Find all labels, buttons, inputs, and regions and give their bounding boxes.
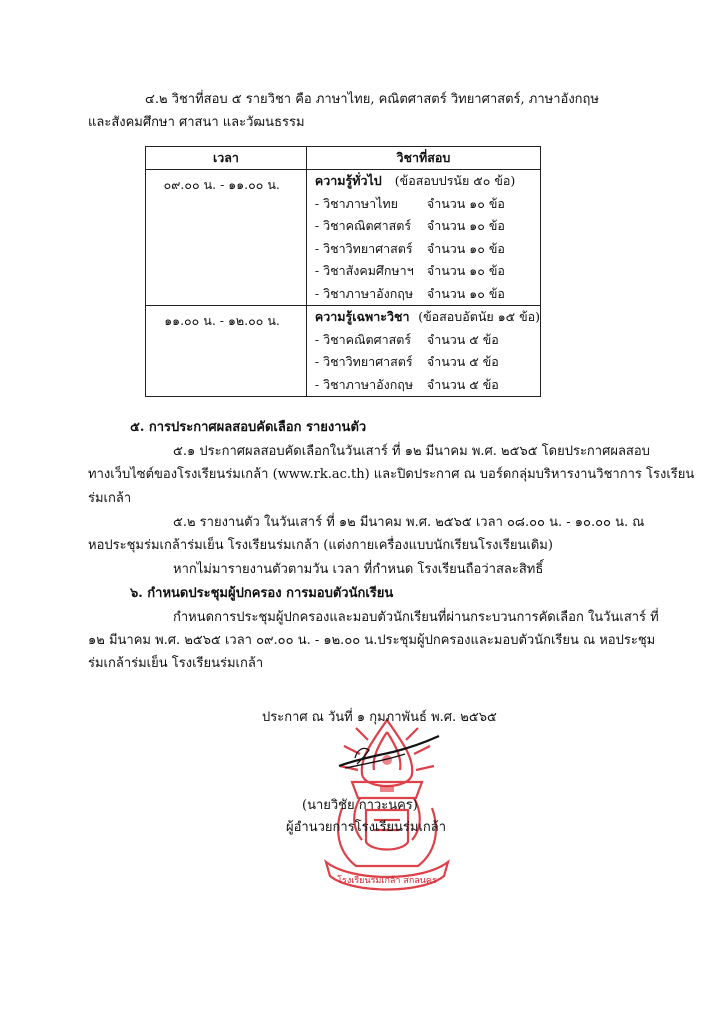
- section-6-line3: ร่มเกล้าร่มเย็น โรงเรียนร่มเกล้า: [88, 656, 264, 671]
- subject-name: - วิชาภาษาอังกฤษ: [314, 285, 414, 301]
- subject-count: จำนวน ๑๐ ข้อ: [426, 263, 505, 278]
- time-text: ๐๙.๐๐ น. - ๑๑.๐๐ น.: [163, 177, 280, 192]
- subject-count: จำนวน ๕ ข้อ: [426, 354, 499, 369]
- subject-count: จำนวน ๑๐ ข้อ: [426, 240, 505, 256]
- section-5-1-line1: ๕.๑ ประกาศผลสอบคัดเลือกในวันเสาร์ ที่ ๑๒ มีนาคม พ.ศ. ๒๕๖๕ โดยประกาศผลสอบ: [173, 444, 650, 459]
- subject-count: จำนวน ๕ ข้อ: [426, 331, 499, 347]
- subject-group-note: (ข้อสอบปรนัย ๕๐ ข้อ): [394, 173, 516, 188]
- subject-group-title: ความรู้เฉพาะวิชา: [314, 309, 410, 324]
- subject-count: จำนวน ๑๐ ข้อ: [426, 285, 505, 301]
- subject-name: - วิชาคณิตศาสตร์: [314, 218, 412, 233]
- header-time: เวลา: [146, 147, 307, 170]
- time-text: ๑๑.๐๐ น. - ๑๒.๐๐ น.: [164, 313, 280, 328]
- header-subject: วิชาที่สอบ: [306, 147, 540, 170]
- time-cell: [146, 170, 307, 306]
- subject-name: - วิชาสังคมศึกษาฯ: [314, 263, 414, 278]
- subject-count: จำนวน ๑๐ ข้อ: [426, 195, 505, 211]
- signature-icon: [335, 730, 445, 775]
- time-cell: [146, 306, 307, 397]
- subject-name: - วิชาคณิตศาสตร์: [314, 331, 412, 347]
- exam-schedule-table: [145, 146, 541, 397]
- section-4-2-line1: ๔.๒ วิชาที่สอบ ๕ รายวิชา คือ ภาษาไทย, คณิตศาสตร์ วิทยาศาสตร์, ภาษาอังกฤษ: [145, 92, 599, 107]
- list-item: [307, 193, 540, 216]
- announce-date: ประกาศ ณ วันที่ ๑ กุมภาพันธ์ พ.ศ. ๒๕๖๕: [262, 710, 497, 725]
- section-5-1-line3: ร่มเกล้า: [88, 491, 132, 506]
- list-item: [307, 283, 540, 306]
- section-6-line1: กำหนดการประชุมผู้ปกครองและมอบตัวนักเรียนที่ผ่านกระบวนการคัดเลือก ในวันเสาร์ ที่: [173, 610, 659, 625]
- section-5-2-line1: ๕.๒ รายงานตัว ในวันเสาร์ ที่ ๑๒ มีนาคม พ.ศ. ๒๕๖๕ เวลา ๐๘.๐๐ น. - ๑๐.๐๐ น. ณ: [173, 515, 645, 530]
- list-item: [307, 215, 540, 238]
- subject-cell: [306, 306, 540, 397]
- section-6-heading: ๖. กำหนดประชุมผู้ปกครอง การมอบตัวนักเรียน: [130, 586, 394, 601]
- table-row: [146, 306, 541, 397]
- section-5-1-line2: ทางเว็บไซต์ของโรงเรียนร่มเกล้า (www.rk.ac.th) และปิดประกาศ ณ บอร์ดกลุ่มบริหารงานวิชาการ โรงเรียน: [88, 467, 695, 482]
- table-row: [146, 170, 541, 306]
- subject-name: - วิชาวิทยาศาสตร์: [314, 240, 413, 256]
- section-5-note: หากไม่มารายงานตัวตามวัน เวลา ที่กำหนด โรงเรียนถือว่าสละสิทธิ์: [173, 562, 544, 577]
- signer-position: ผู้อำนวยการโรงเรียนร่มเกล้า: [286, 820, 447, 835]
- subject-group-note: (ข้อสอบอัตนัย ๑๕ ข้อ): [418, 309, 540, 324]
- seal-caption: โรงเรียนร่มเกล้า สกลนคร: [337, 876, 437, 886]
- list-item: [307, 351, 540, 374]
- section-6-line2: ๑๒ มีนาคม พ.ศ. ๒๕๖๕ เวลา ๐๙.๐๐ น. - ๑๒.๐๐ น.ประชุมผู้ปกครองและมอบตัวนักเรียน ณ หอประชุม: [88, 633, 656, 648]
- subject-cell: [306, 170, 540, 306]
- list-item: [307, 374, 540, 397]
- table-header-row: [146, 147, 541, 170]
- subject-count: จำนวน ๑๐ ข้อ: [426, 218, 505, 233]
- list-item: [307, 329, 540, 352]
- section-5-heading: ๕. การประกาศผลสอบคัดเลือก รายงานตัว: [130, 420, 367, 435]
- subject-count: จำนวน ๕ ข้อ: [426, 376, 499, 392]
- list-item: [307, 260, 540, 283]
- subject-name: - วิชาวิทยาศาสตร์: [314, 354, 413, 369]
- list-item: [307, 238, 540, 261]
- subject-name: - วิชาภาษาไทย: [314, 195, 398, 211]
- section-4-2-line2: และสังคมศึกษา ศาสนา และวัฒนธรรม: [88, 115, 305, 130]
- section-5-2-line2: หอประชุมร่มเกล้าร่มเย็น โรงเรียนร่มเกล้า (แต่งกายเครื่องแบบนักเรียนโรงเรียนเดิม): [88, 538, 553, 553]
- subject-group-title: ความรู้ทั่วไป: [314, 173, 382, 188]
- subject-name: - วิชาภาษาอังกฤษ: [314, 376, 414, 392]
- signer-name: (นายวิชัย กาวะนคร): [302, 798, 418, 813]
